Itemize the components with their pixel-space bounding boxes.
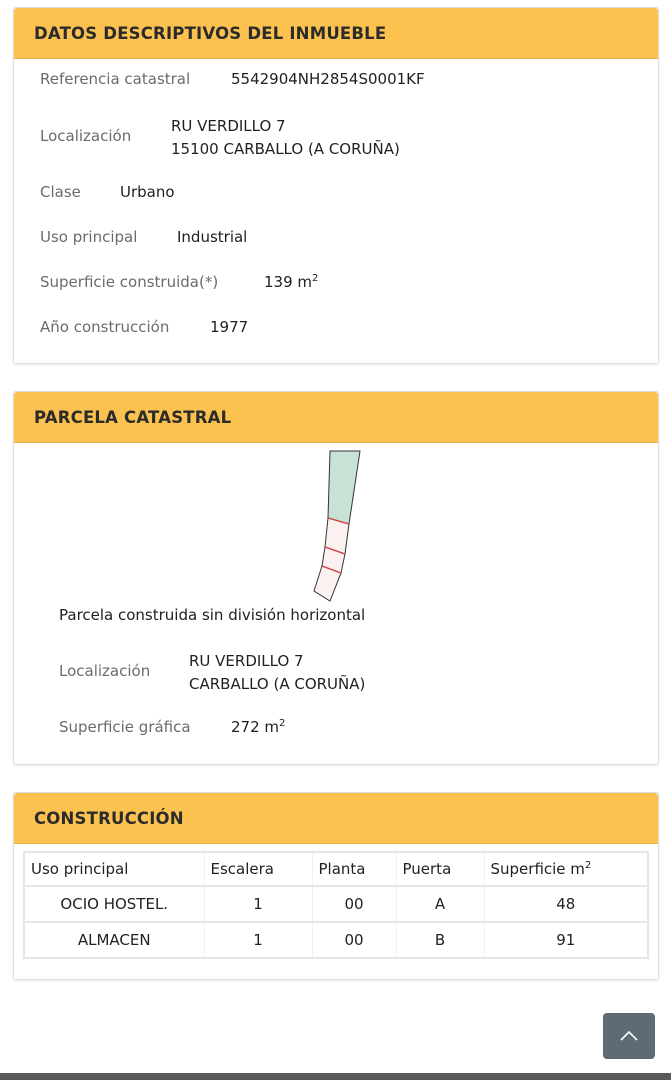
cell-uso: ALMACEN bbox=[24, 922, 204, 958]
table-header-row bbox=[24, 852, 648, 886]
construccion-panel bbox=[13, 792, 659, 980]
datos-inmueble-panel bbox=[13, 7, 659, 364]
parcela-sup-label: Superficie gráfica bbox=[59, 718, 191, 736]
cell-escalera: 1 bbox=[204, 886, 312, 922]
cell-superficie: 91 bbox=[484, 922, 648, 958]
cell-puerta: A bbox=[396, 886, 484, 922]
parcel-built-area bbox=[328, 451, 360, 524]
col-escalera: Escalera bbox=[204, 852, 312, 886]
parcela-loc-value bbox=[189, 650, 365, 696]
scroll-top-button[interactable] bbox=[603, 1013, 655, 1059]
sup-value: 139 $m^2$ bbox=[264, 273, 319, 291]
loc-value bbox=[171, 115, 400, 161]
parcela-loc-line2: CARBALLO (A CORUÑA) bbox=[189, 675, 366, 693]
loc-line2: 15100 CARBALLO (A CORUÑA) bbox=[171, 140, 400, 158]
uso-label: Uso principal bbox=[40, 228, 138, 246]
construccion-table bbox=[23, 851, 649, 959]
col-superficie: Superficie $m^2$ bbox=[484, 852, 648, 886]
panel-title: DATOS DESCRIPTIVOS DEL INMUEBLE bbox=[34, 23, 387, 43]
uso-value: Industrial bbox=[177, 228, 248, 246]
table-row bbox=[24, 886, 648, 922]
loc-label: Localización bbox=[40, 127, 132, 145]
clase-label: Clase bbox=[40, 183, 81, 201]
col-uso: Uso principal bbox=[31, 860, 129, 878]
cell-planta: 00 bbox=[312, 886, 396, 922]
cell-uso: OCIO HOSTEL. bbox=[24, 886, 204, 922]
anio-label: Año construcción bbox=[40, 318, 170, 336]
table-row bbox=[24, 922, 648, 958]
cell-puerta: B bbox=[396, 922, 484, 958]
cell-planta: 00 bbox=[312, 922, 396, 958]
ref-value: 5542904NH2854S0001KF bbox=[231, 70, 425, 88]
parcela-loc-line1: RU VERDILLO 7 bbox=[189, 652, 304, 670]
panel-title: CONSTRUCCIÓN bbox=[34, 808, 184, 828]
cell-superficie: 48 bbox=[484, 886, 648, 922]
panel-header bbox=[14, 793, 658, 844]
col-planta: Planta bbox=[312, 852, 396, 886]
parcela-loc-label: Localización bbox=[59, 662, 151, 680]
parcela-panel bbox=[13, 391, 659, 765]
ref-label: Referencia catastral bbox=[40, 70, 191, 88]
clase-value: Urbano bbox=[120, 183, 175, 201]
loc-line1: RU VERDILLO 7 bbox=[171, 117, 286, 135]
chevron-up-icon bbox=[619, 1030, 639, 1042]
parcel-map[interactable] bbox=[308, 448, 368, 603]
panel-header bbox=[14, 8, 658, 59]
sup-label: Superficie construida(*) bbox=[40, 273, 219, 291]
panel-header bbox=[14, 392, 658, 443]
parcela-caption: Parcela construida sin división horizontal bbox=[59, 606, 366, 624]
panel-title: PARCELA CATASTRAL bbox=[34, 407, 232, 427]
anio-value: 1977 bbox=[210, 318, 249, 336]
parcela-sup-value: 272 $m^2$ bbox=[231, 718, 286, 736]
col-puerta: Puerta bbox=[396, 852, 484, 886]
cell-escalera: 1 bbox=[204, 922, 312, 958]
bottom-bar bbox=[0, 1073, 671, 1080]
